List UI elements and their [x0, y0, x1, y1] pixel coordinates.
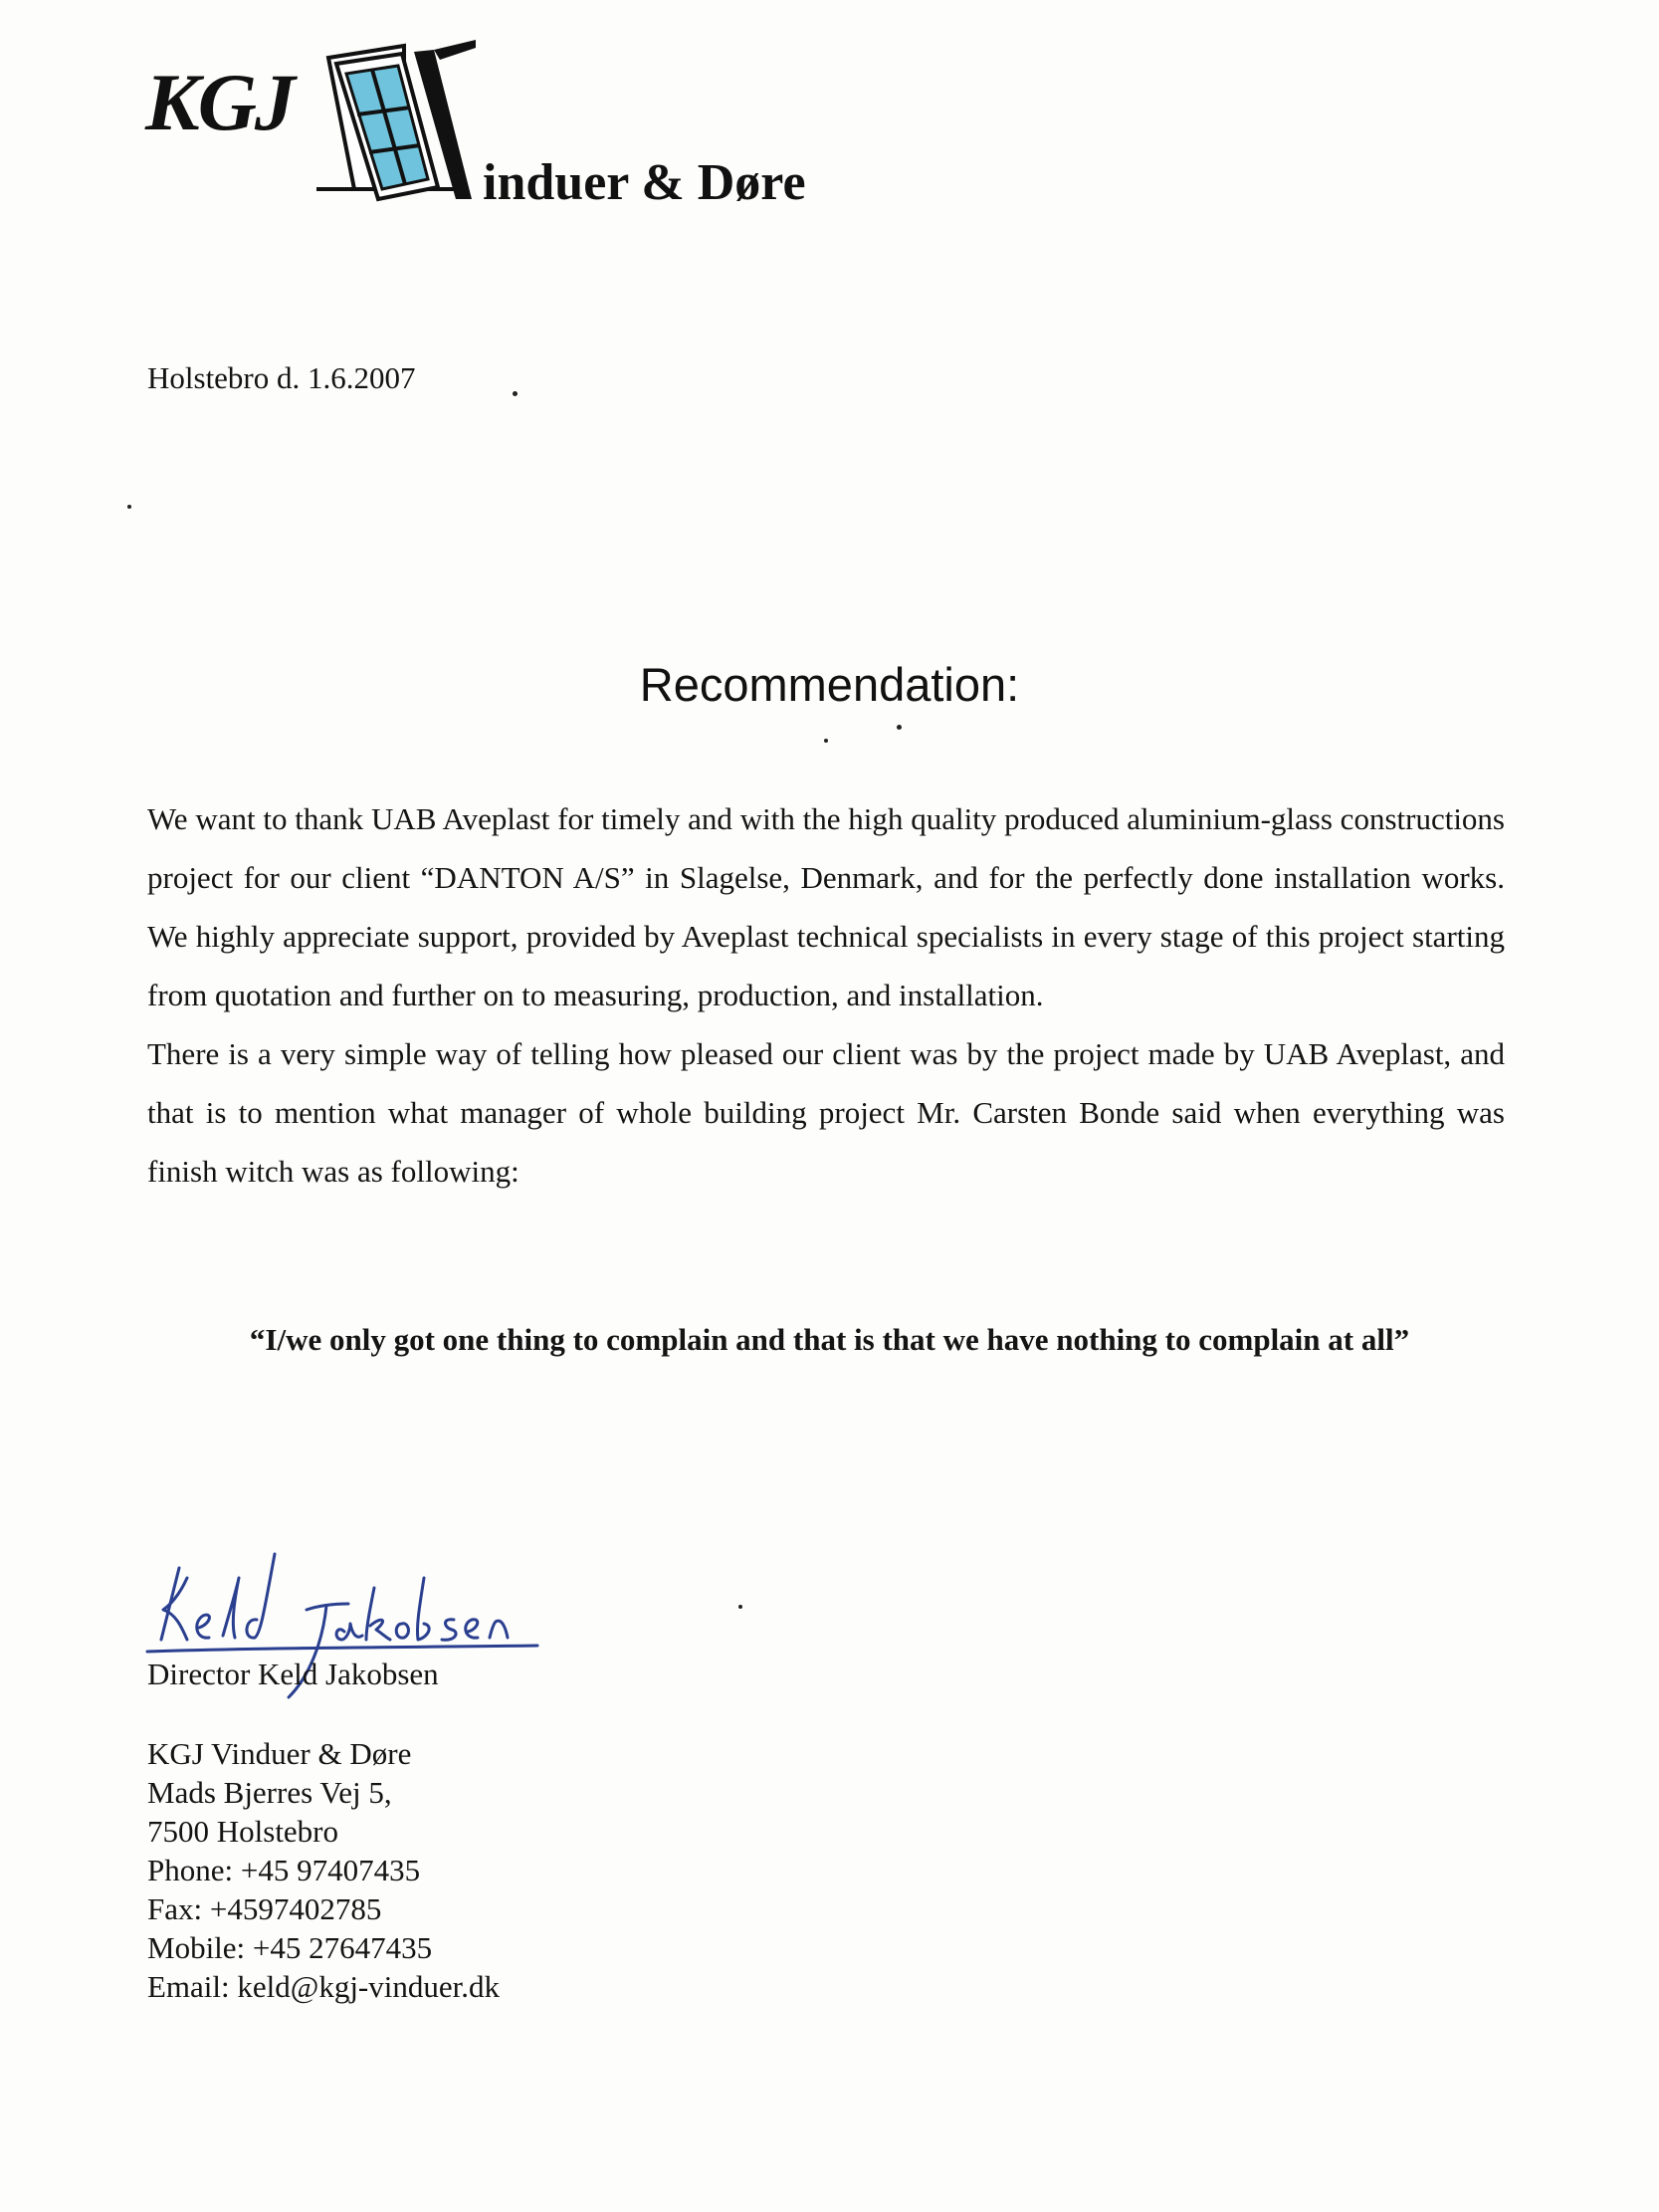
letter-body	[147, 789, 1505, 1201]
signer-name: Director Keld Jakobsen	[147, 1657, 439, 1691]
address-phone: Phone: +45 97407435	[147, 1853, 421, 1887]
letterhead	[139, 40, 856, 229]
address-street: Mads Bjerres Vej 5,	[147, 1775, 392, 1810]
scan-speck	[738, 1605, 742, 1609]
scan-speck	[127, 505, 131, 509]
body-paragraph: We want to thank UAB Aveplast for timely and with the high quality produced aluminium-glass constructions project for our client “DANTON A/S” in Slagelse, Denmark, and for the perfectly done installation works. We highly appreciate support, provided by Aveplast technical specialists in every stage of this project starting from quotation and further on to measuring, production, and installation.	[147, 801, 1505, 1012]
body-paragraph: There is a very simple way of telling how pleased our client was by the project made by UAB Aveplast, and that is to mention what manager of whole building project Mr. Carsten Bonde said when everything was finish witch was as following:	[147, 1036, 1505, 1189]
window-logo-icon	[307, 40, 476, 211]
scan-speck	[824, 739, 828, 743]
place-date: Holstebro d. 1.6.2007	[147, 360, 416, 395]
company-address	[147, 1734, 500, 2006]
address-fax: Fax: +4597402785	[147, 1891, 382, 1926]
address-company: KGJ Vinduer & Døre	[147, 1736, 412, 1771]
logo-initials: KGJ	[145, 57, 294, 147]
scan-speck	[513, 391, 518, 396]
scan-speck	[897, 725, 902, 730]
logo-company-name: induer & Døre	[483, 154, 806, 211]
address-email: Email: keld@kgj-vinduer.dk	[147, 1969, 500, 2004]
letter-title: Recommendation:	[639, 658, 1020, 711]
client-quote: “I/we only got one thing to complain and that is that we have nothing to complain at all”	[249, 1322, 1410, 1357]
address-mobile: Mobile: +45 27647435	[147, 1930, 433, 1965]
address-city: 7500 Holstebro	[147, 1814, 339, 1849]
